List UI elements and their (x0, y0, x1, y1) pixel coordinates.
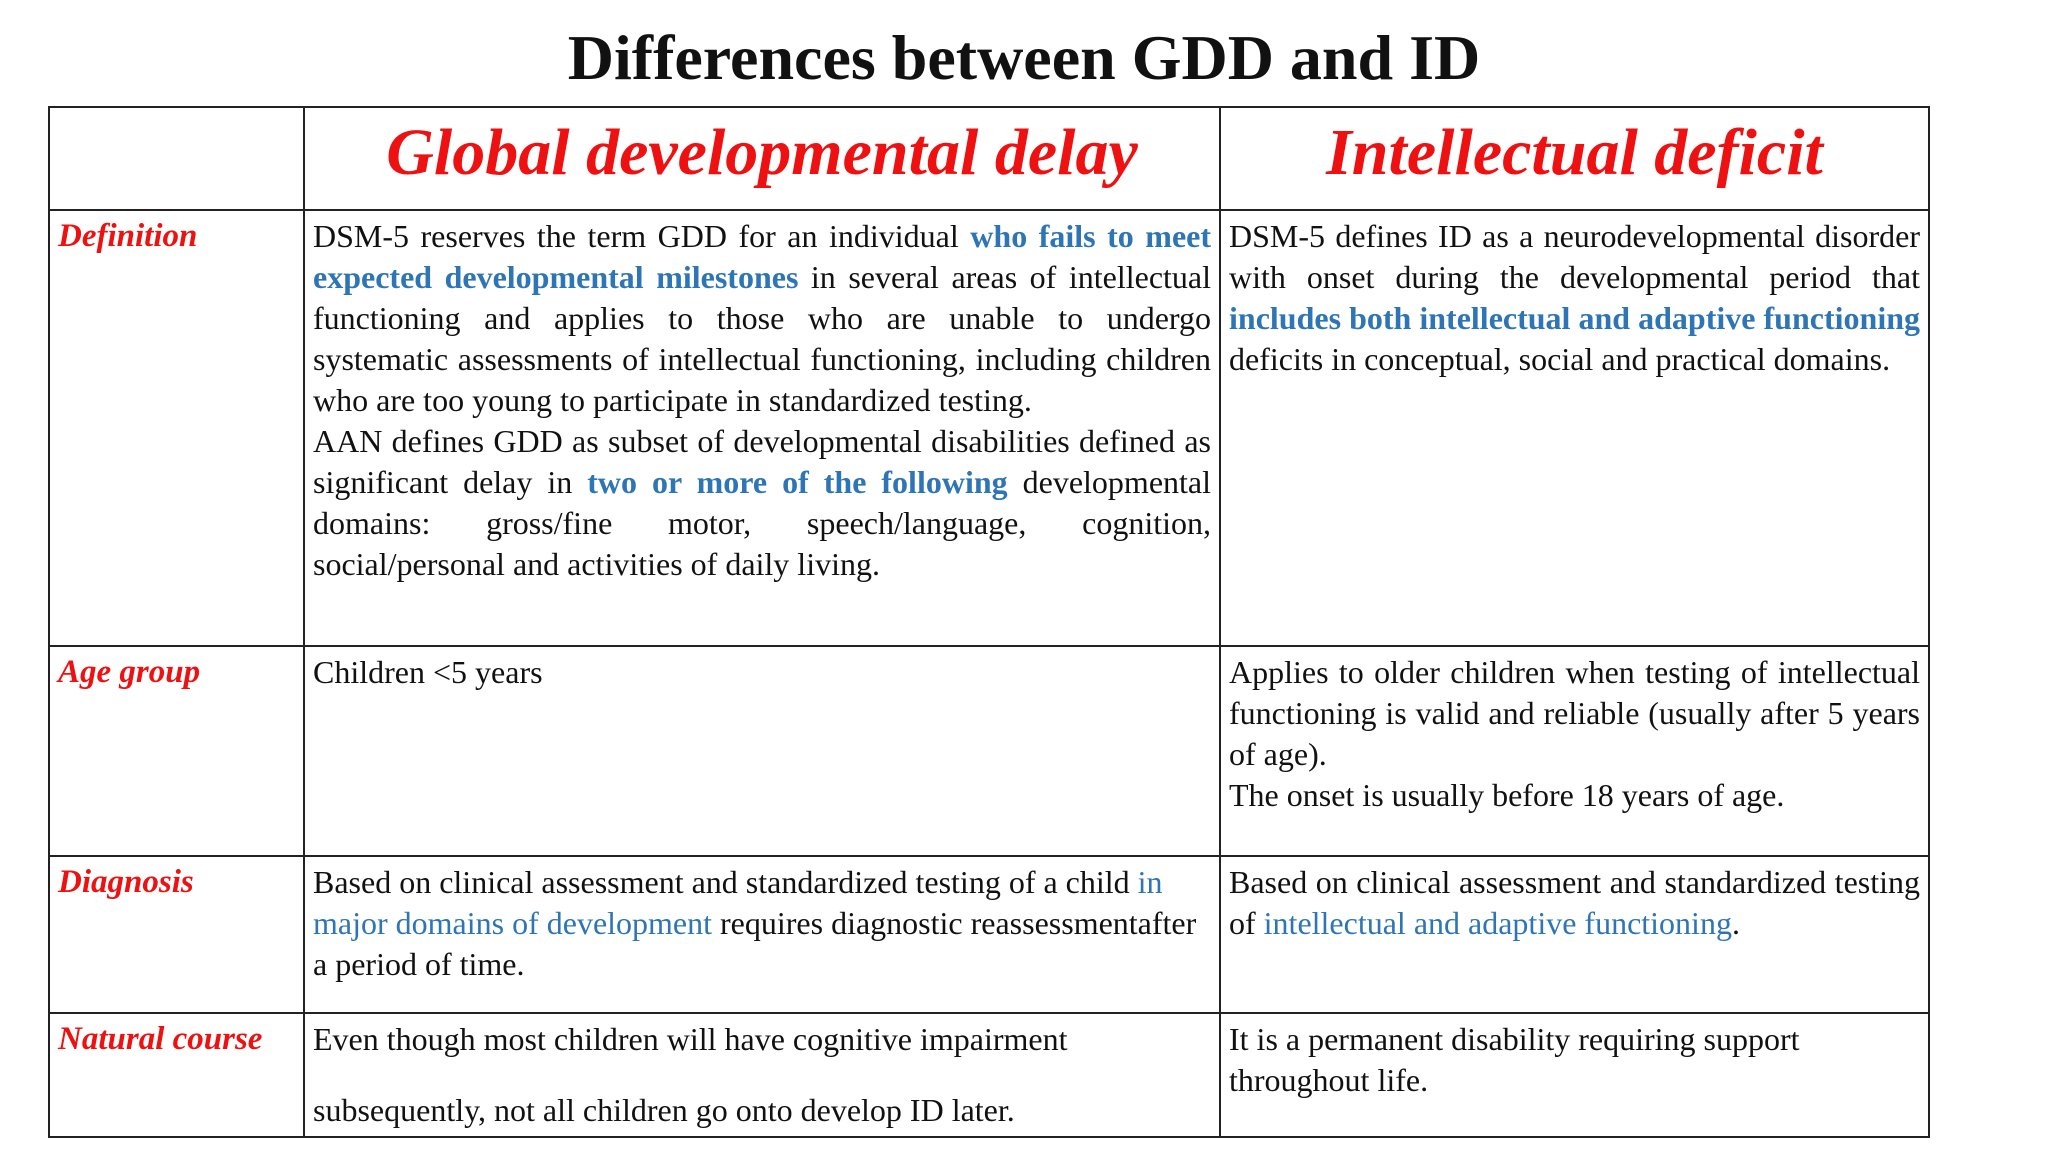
id-age-group-cell (1220, 646, 1929, 856)
gdd-column-header-cell (304, 107, 1220, 210)
highlighted-text: who fails to meet expected developmental milestones (313, 218, 1212, 295)
text-run: requires diagnostic reassessmentafter a period of time. (313, 905, 1197, 982)
row-label-cell (49, 646, 304, 856)
gdd-column-header: Global developmental delay (386, 116, 1138, 189)
highlighted-text: two or more of the following (587, 464, 1008, 500)
gdd-natural-course-cell (304, 1013, 1220, 1137)
row-label-cell (49, 856, 304, 1013)
text-run: Based on clinical assessment and standardized testing of a child (313, 864, 1138, 900)
id-diagnosis-cell (1220, 856, 1929, 1013)
id-definition-cell (1220, 210, 1929, 646)
header-row (49, 107, 1929, 210)
row-label-cell (49, 1013, 304, 1137)
text-run: developmental domains: gross/fine motor, speech/language, cognition, social/personal and activities of daily living. (313, 464, 1212, 582)
table-row-age-group (49, 646, 1929, 856)
highlighted-text: includes both intellectual and adaptive functioning (1229, 300, 1920, 336)
id-column-header-cell (1220, 107, 1929, 210)
id-diagnosis-text (1229, 862, 1920, 944)
corner-cell (49, 107, 304, 210)
gdd-diagnosis-cell (304, 856, 1220, 1013)
gdd-definition-aan (313, 421, 1211, 585)
row-label-natural-course: Natural course (58, 1021, 263, 1057)
page-title: Differences between GDD and ID (567, 22, 1481, 93)
comparison-table (48, 106, 1930, 1138)
row-label-age-group: Age group (58, 654, 201, 690)
gdd-definition-cell (304, 210, 1220, 646)
highlighted-text: intellectual and adaptive functioning (1263, 905, 1732, 941)
text-run: in several areas of intellectual functioning and applies to those who are unable to undergo systematic assessments of intellectual functioning, including children who are too young to participate in standardized testing. (313, 259, 1211, 418)
gdd-natural-course-line1: Even though most children will have cognitive impairment (313, 1021, 1068, 1057)
table-row-natural-course (49, 1013, 1929, 1137)
gdd-age-group-cell (304, 646, 1220, 856)
id-age-group-text: Applies to older children when testing of intellectual functioning is valid and reliable (usually after 5 years of age). (1229, 654, 1920, 772)
text-run: DSM-5 defines ID as a neurodevelopmental disorder with onset during the developmental period that (1229, 218, 1920, 295)
table-row-diagnosis (49, 856, 1929, 1013)
row-label-cell (49, 210, 304, 646)
id-natural-course-cell (1220, 1013, 1929, 1137)
text-run: AAN defines GDD as subset of developmental disabilities defined as significant delay in (313, 423, 1211, 500)
id-column-header: Intellectual deficit (1326, 116, 1823, 189)
gdd-diagnosis-text (313, 862, 1211, 985)
text-run: Based on clinical assessment and standardized testing of (1229, 864, 1920, 941)
gdd-definition-dsm5 (313, 216, 1211, 421)
text-run: deficits in conceptual, social and practical domains. (1229, 341, 1891, 377)
gdd-age-group-text: Children <5 years (313, 654, 543, 690)
row-label-definition: Definition (58, 218, 198, 254)
text-run: . (1731, 905, 1740, 941)
row-label-diagnosis: Diagnosis (58, 864, 194, 900)
id-definition (1229, 216, 1920, 380)
highlighted-text: in major domains of development (313, 864, 1163, 941)
text-run: DSM-5 reserves the term GDD for an individual (313, 218, 971, 254)
id-age-onset-text: The onset is usually before 18 years of age. (1229, 777, 1785, 813)
table-row-definition (49, 210, 1929, 646)
gdd-natural-course-line2: subsequently, not all children go onto develop ID later. (313, 1092, 1015, 1128)
id-natural-course-text: It is a permanent disability requiring support throughout life. (1229, 1021, 1800, 1098)
